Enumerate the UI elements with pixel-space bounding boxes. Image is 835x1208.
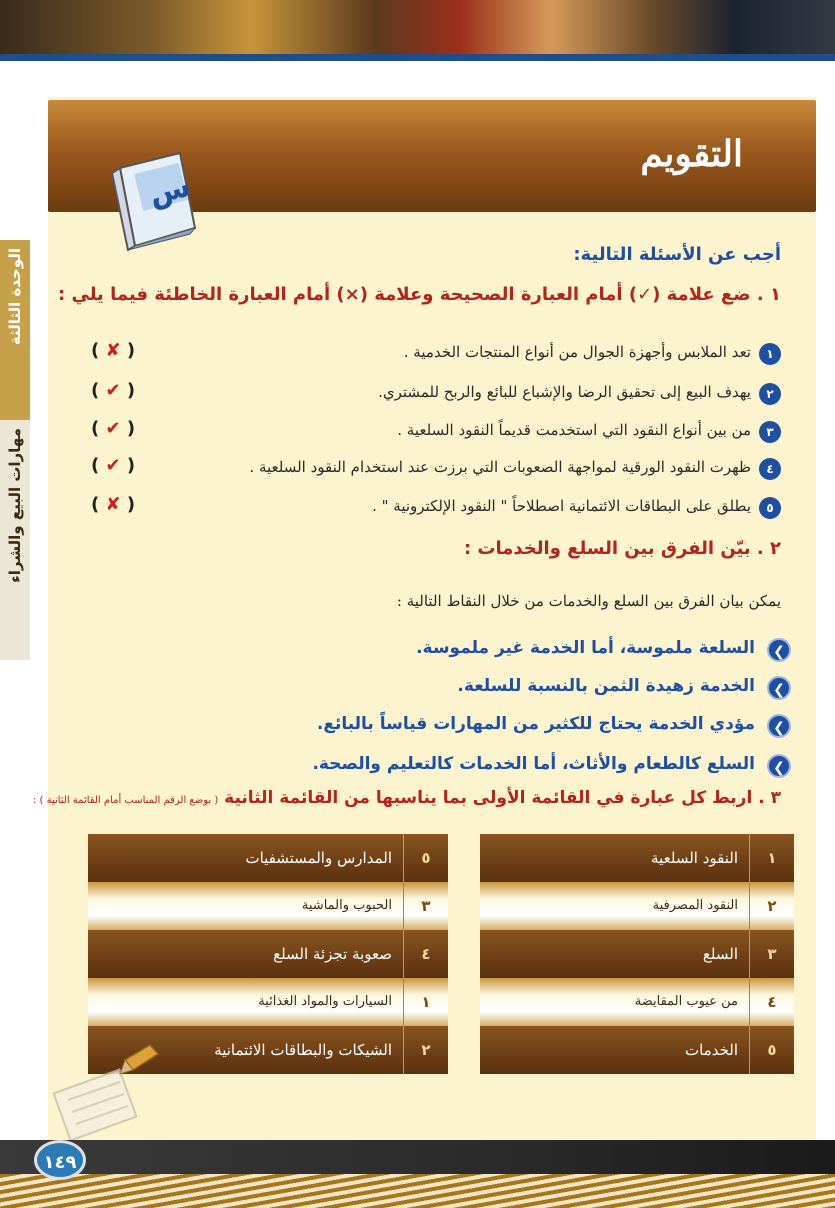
q1-answer-mark: ( ✔ ) [91,380,136,401]
unit-side-tab [0,240,30,660]
questions-intro: أجب عن الأسئلة التالية: [573,244,781,265]
list-two-text: صعوبة تجزئة السلع [273,945,392,963]
unit-side-tab-lower [0,420,30,660]
bullet-arrow-icon: ❮ [767,754,791,778]
list-one-text: النقود السلعية [651,849,738,867]
unit-topic-label: مهارات البيع والشراء [6,428,24,583]
check-mark-icon: ✔ [105,380,121,401]
q1-item [61,380,781,410]
page-number-badge: ١٤٩ [34,1140,86,1180]
list-one-number: ١ [749,834,794,882]
q1-answer-mark: ( ✘ ) [91,494,136,515]
q3-heading [33,788,781,808]
q1-answer-mark: ( ✔ ) [91,455,136,476]
q3-heading-text: ٣ . اربط كل عبارة في القائمة الأولى بما يناسبها من القائمة الثانية [224,788,781,808]
q1-item [61,340,781,370]
q1-heading: ١ . ضع علامة (✓) أمام العبارة الصحيحة وعلامة (×) أمام العبارة الخاطئة فيما يلي : [58,284,781,305]
q3-note: ( بوضع الرقم المناسب أمام القائمة الثانية ) : [32,795,219,806]
cross-mark-icon: ✘ [105,494,121,515]
list-two-text: السيارات والمواد الغذائية [258,994,392,1009]
q2-answer: الخدمة زهيدة الثمن بالنسبة للسلعة. [457,676,755,696]
list-one-number: ٥ [749,1026,794,1074]
top-photo-banner [0,0,835,58]
footer-stripes [0,1174,835,1208]
unit-side-tab-upper [0,240,30,420]
list-two-row [88,978,448,1026]
list-two-number: ٥ [403,834,448,882]
list-two-number: ٢ [403,1026,448,1074]
cross-mark-icon: ✘ [105,340,121,361]
q1-item-number: ٢ [759,383,781,405]
list-one-number: ٣ [749,930,794,978]
q1-item-text: من بين أنواع النقود التي استخدمت قديماً النقود السلعية . [397,421,751,439]
page-title: التقويم [640,133,743,175]
list-two-number: ٤ [403,930,448,978]
list-two-text: الحبوب والماشية [301,898,392,913]
list-one-number: ٤ [749,978,794,1026]
list-one-number: ٢ [749,882,794,930]
bullet-arrow-icon: ❮ [767,638,791,662]
bullet-arrow-icon: ❮ [767,676,791,700]
list-one-row [480,978,794,1026]
question-book-icon [100,148,210,258]
pencil-watermark-icon [40,1040,190,1150]
footer-bar [0,1140,835,1174]
list-two-row [88,930,448,978]
q1-item-number: ٣ [759,421,781,443]
list-two-number: ١ [403,978,448,1026]
q1-item-text: يهدف البيع إلى تحقيق الرضا والإشباع للبائع والربح للمشتري. [378,383,751,401]
list-one-row [480,882,794,930]
list-two-text: الشيكات والبطاقات الائتمانية [214,1041,392,1059]
list-two-text: المدارس والمستشفيات [245,849,392,867]
list-one-text: الخدمات [684,1041,738,1059]
q1-item [61,418,781,448]
q1-answer-mark: ( ✔ ) [91,418,136,439]
q1-item-text: تعد الملابس وأجهزة الجوال من أنواع المنتجات الخدمية . [403,343,751,361]
q1-item-number: ٤ [759,458,781,480]
list-one-row [480,1026,794,1074]
q2-heading: ٢ . بيّن الفرق بين السلع والخدمات : [463,538,781,559]
book-icon-letter: س [145,168,195,213]
list-one-row [480,834,794,882]
list-one-text: من عيوب المقايضة [634,994,738,1009]
q1-item-number: ١ [759,343,781,365]
q1-item-text: يطلق على البطاقات الائتمانية اصطلاحاً " النقود الإلكترونية " . [372,497,751,515]
list-two-row [88,834,448,882]
bullet-arrow-icon: ❮ [767,714,791,738]
q2-answer: السلعة ملموسة، أما الخدمة غير ملموسة. [416,638,755,658]
q1-item [61,494,781,524]
q2-answer: السلع كالطعام والأثاث، أما الخدمات كالتعليم والصحة. [312,754,755,774]
q1-item [61,455,781,485]
q1-item-number: ٥ [759,497,781,519]
list-one-row [480,930,794,978]
list-two-row [88,882,448,930]
list-one-text: السلع [702,945,738,963]
check-mark-icon: ✔ [105,418,121,439]
q1-item-text: ظهرت النقود الورقية لمواجهة الصعوبات التي برزت عند استخدام النقود السلعية . [249,458,751,476]
q2-answer: مؤدي الخدمة يحتاج للكثير من المهارات قياساً بالبائع. [316,714,755,734]
list-two-table [88,834,448,1074]
check-mark-icon: ✔ [105,455,121,476]
q2-intro: يمكن بيان الفرق بين السلع والخدمات من خلال النقاط التالية : [396,592,781,610]
unit-label: الوحدة الثالثة [6,248,24,346]
list-one-text: النقود المصرفية [652,898,738,913]
q1-answer-mark: ( ✘ ) [91,340,136,361]
top-banner-divider [0,54,835,61]
list-one-table [480,834,794,1074]
list-two-number: ٣ [403,882,448,930]
